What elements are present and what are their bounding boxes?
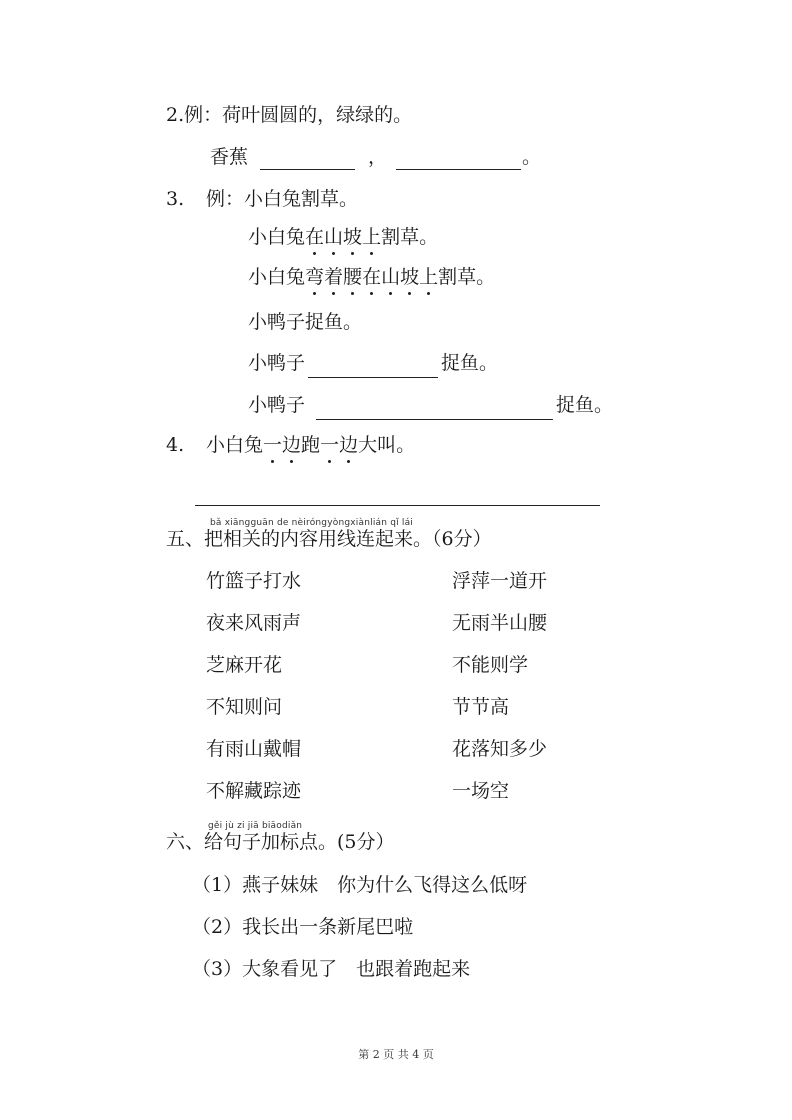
q3-number: 3. — [166, 188, 185, 210]
emphasis-dot-char: 上 — [362, 226, 382, 248]
right-item[interactable]: 不能则学 — [452, 654, 529, 676]
emphasis-dot-char: 边 — [282, 434, 302, 456]
punctuation-item-2: （2）我长出一条新尾巴啦 — [192, 916, 414, 938]
q3-s4-post: 捉鱼。 — [441, 352, 499, 374]
punctuation-item-1: （1）燕子妹妹 你为什么飞得这么低呀 — [192, 874, 528, 896]
emphasis-dot-char: 着 — [324, 266, 344, 288]
right-item[interactable]: 花落知多少 — [452, 738, 548, 760]
emphasis-dot-char: 腰 — [343, 266, 363, 288]
section6-title: 六、给句子加标点。(5分） — [166, 831, 395, 853]
q4-pre: 小白兔 — [206, 434, 264, 456]
emphasis-dot-char: 山 — [324, 226, 344, 248]
page-footer: 第 2 页 共 4 页 — [358, 1048, 434, 1061]
left-item[interactable]: 不知则问 — [206, 696, 283, 718]
left-item[interactable]: 夜来风雨声 — [206, 612, 302, 634]
emphasis-dot-char: 一 — [320, 434, 340, 456]
q3-s2-dotted — [305, 266, 438, 288]
q3-sentence-1 — [248, 228, 438, 247]
q3-sentence-3: 小鸭子捉鱼。 — [248, 311, 363, 333]
emphasis-dot-char: 在 — [362, 266, 382, 288]
right-item[interactable]: 节节高 — [452, 696, 510, 718]
section6-pinyin: gěi jù zi jiā biāodiǎn — [208, 821, 303, 831]
emphasis-dot-char: 山 — [381, 266, 401, 288]
q3-s5-post: 捉鱼。 — [556, 394, 614, 416]
q3-s4-pre: 小鸭子 — [248, 352, 306, 374]
q3-s1-dotted — [305, 226, 381, 248]
q2-blank-1[interactable] — [260, 168, 355, 170]
section5-pinyin: bǎ xiāngguān de nèiróngyòngxiànlián qǐ lái — [210, 518, 413, 528]
right-item[interactable]: 无雨半山腰 — [452, 612, 548, 634]
q3-example: 例：小白兔割草。 — [206, 188, 359, 210]
right-item[interactable]: 一场空 — [452, 780, 510, 802]
q2-blank-2[interactable] — [396, 168, 521, 170]
emphasis-dot-char: 坡 — [400, 266, 420, 288]
q3-s1-post: 割草。 — [381, 226, 439, 248]
q3-s5-pre: 小鸭子 — [248, 394, 306, 416]
q3-s1-pre: 小白兔 — [248, 226, 306, 248]
punctuation-item-3: （3）大象看见了 也跟着跑起来 — [192, 958, 471, 980]
q4-dotted-1 — [263, 434, 301, 456]
q2-item-line — [210, 148, 248, 167]
q3-s2-post: 割草。 — [438, 266, 496, 288]
q4-mid: 跑 — [301, 434, 321, 456]
emphasis-dot-char: 弯 — [305, 266, 325, 288]
emphasis-dot-char: 坡 — [343, 226, 363, 248]
q4-number: 4. — [166, 434, 185, 456]
q2-item-label: 香蕉 — [210, 146, 249, 168]
right-item[interactable]: 浮萍一道开 — [452, 570, 548, 592]
q4-post: 大叫。 — [358, 434, 416, 456]
emphasis-dot-char: 一 — [263, 434, 283, 456]
left-item[interactable]: 芝麻开花 — [206, 654, 283, 676]
left-item[interactable]: 竹篮子打水 — [206, 570, 302, 592]
left-item[interactable]: 有雨山戴帽 — [206, 738, 302, 760]
q4-dotted-2 — [320, 434, 358, 456]
q3-blank-2[interactable] — [316, 418, 553, 420]
left-item[interactable]: 不解藏踪迹 — [206, 780, 302, 802]
emphasis-dot-char: 边 — [339, 434, 359, 456]
q2-comma: ， — [368, 146, 388, 168]
q3-s2-pre: 小白兔 — [248, 266, 306, 288]
emphasis-dot-char: 上 — [419, 266, 439, 288]
q4-sentence — [206, 436, 415, 455]
q4-answer-line[interactable] — [195, 504, 600, 506]
q3-sentence-2 — [248, 268, 495, 287]
q2-period: 。 — [522, 146, 542, 168]
q3-blank-1[interactable] — [308, 376, 438, 378]
q2-example: 2.例：荷叶圆圆的，绿绿的。 — [166, 104, 413, 126]
section5-title: 五、把相关的内容用线连起来。（6分） — [166, 528, 492, 550]
emphasis-dot-char: 在 — [305, 226, 325, 248]
